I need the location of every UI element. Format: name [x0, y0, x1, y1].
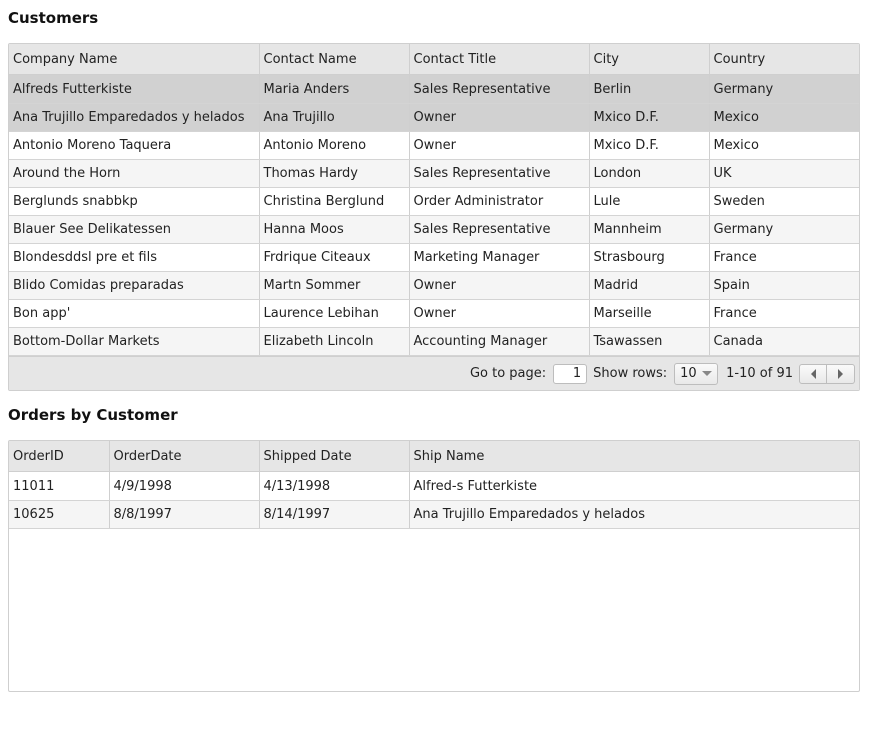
customers-cell: Owner — [409, 272, 589, 300]
previous-page-button[interactable] — [799, 364, 827, 384]
customers-row[interactable] — [9, 188, 859, 216]
customers-row[interactable] — [9, 160, 859, 188]
orders-cell: 10625 — [9, 501, 109, 529]
customers-row[interactable] — [9, 75, 859, 104]
customers-table — [9, 44, 859, 356]
customers-cell: Mannheim — [589, 216, 709, 244]
customers-cell: Order Administrator — [409, 188, 589, 216]
customers-row[interactable] — [9, 132, 859, 160]
column-header-contact-title[interactable]: Contact Title — [409, 44, 589, 75]
customers-cell: Elizabeth Lincoln — [259, 328, 409, 356]
customers-row[interactable] — [9, 272, 859, 300]
customers-cell: Ana Trujillo Emparedados y helados — [9, 104, 259, 132]
customers-pager — [9, 356, 859, 390]
customers-cell: France — [709, 244, 859, 272]
customers-title: Customers — [8, 9, 99, 27]
customers-cell: Canada — [709, 328, 859, 356]
customers-cell: Owner — [409, 300, 589, 328]
customers-cell: Germany — [709, 75, 859, 104]
customers-cell: Around the Horn — [9, 160, 259, 188]
orders-cell: 8/14/1997 — [259, 501, 409, 529]
orders-header-row — [9, 441, 859, 472]
customers-cell: Marketing Manager — [409, 244, 589, 272]
customers-cell: Blondesddsl pre et fils — [9, 244, 259, 272]
go-to-page-label: Go to page: — [469, 366, 547, 381]
rows-per-page-select[interactable] — [674, 363, 718, 385]
customers-cell: Owner — [409, 104, 589, 132]
customers-cell: Hanna Moos — [259, 216, 409, 244]
next-page-button[interactable] — [827, 364, 855, 384]
customers-cell: Sweden — [709, 188, 859, 216]
customers-row[interactable] — [9, 244, 859, 272]
customers-cell: Strasbourg — [589, 244, 709, 272]
customers-cell: Blido Comidas preparadas — [9, 272, 259, 300]
column-header-shipped-date[interactable]: Shipped Date — [259, 441, 409, 472]
customers-cell: Maria Anders — [259, 75, 409, 104]
customers-cell: Christina Berglund — [259, 188, 409, 216]
customers-cell: Alfreds Futterkiste — [9, 75, 259, 104]
customers-cell: Thomas Hardy — [259, 160, 409, 188]
customers-cell: London — [589, 160, 709, 188]
orders-grid — [8, 440, 860, 692]
customers-cell: Spain — [709, 272, 859, 300]
page-number-input[interactable] — [553, 364, 587, 384]
customers-cell: Mexico — [709, 104, 859, 132]
orders-cell: 8/8/1997 — [109, 501, 259, 529]
orders-row[interactable] — [9, 472, 859, 501]
customers-row[interactable] — [9, 216, 859, 244]
customers-cell: Mxico D.F. — [589, 104, 709, 132]
customers-cell: Owner — [409, 132, 589, 160]
customers-cell: Mxico D.F. — [589, 132, 709, 160]
column-header-company-name[interactable]: Company Name — [9, 44, 259, 75]
customers-cell: Frdrique Citeaux — [259, 244, 409, 272]
customers-cell: Madrid — [589, 272, 709, 300]
customers-cell: Ana Trujillo — [259, 104, 409, 132]
column-header-order-date[interactable]: OrderDate — [109, 441, 259, 472]
customers-cell: Germany — [709, 216, 859, 244]
customers-cell: Bottom-Dollar Markets — [9, 328, 259, 356]
customers-cell: Sales Representative — [409, 75, 589, 104]
customers-cell: Marseille — [589, 300, 709, 328]
customers-grid — [8, 43, 860, 391]
customers-cell: Berlin — [589, 75, 709, 104]
arrow-right-icon — [838, 369, 843, 379]
customers-row[interactable] — [9, 104, 859, 132]
customers-cell: Bon app' — [9, 300, 259, 328]
customers-row[interactable] — [9, 328, 859, 356]
customers-cell: Tsawassen — [589, 328, 709, 356]
page-range-text: 1-10 of 91 — [726, 366, 793, 381]
orders-row[interactable] — [9, 501, 859, 529]
rows-per-page-value: 10 — [680, 366, 697, 381]
arrow-left-icon — [811, 369, 816, 379]
column-header-contact-name[interactable]: Contact Name — [259, 44, 409, 75]
column-header-city[interactable]: City — [589, 44, 709, 75]
customers-cell: Accounting Manager — [409, 328, 589, 356]
customers-cell: Sales Representative — [409, 160, 589, 188]
orders-cell: 4/13/1998 — [259, 472, 409, 501]
customers-cell: Berglunds snabbkp — [9, 188, 259, 216]
orders-cell: Alfred-s Futterkiste — [409, 472, 859, 501]
chevron-down-icon — [702, 371, 712, 376]
column-header-order-id[interactable]: OrderID — [9, 441, 109, 472]
customers-cell: UK — [709, 160, 859, 188]
customers-cell: Laurence Lebihan — [259, 300, 409, 328]
orders-table — [9, 441, 859, 529]
customers-row[interactable] — [9, 300, 859, 328]
customers-cell: Antonio Moreno Taquera — [9, 132, 259, 160]
column-header-ship-name[interactable]: Ship Name — [409, 441, 859, 472]
customers-cell: France — [709, 300, 859, 328]
customers-cell: Martn Sommer — [259, 272, 409, 300]
customers-cell: Antonio Moreno — [259, 132, 409, 160]
customers-cell: Mexico — [709, 132, 859, 160]
orders-cell: 4/9/1998 — [109, 472, 259, 501]
orders-cell: 11011 — [9, 472, 109, 501]
customers-cell: Lule — [589, 188, 709, 216]
customers-cell: Sales Representative — [409, 216, 589, 244]
customers-header-row — [9, 44, 859, 75]
orders-title: Orders by Customer — [8, 406, 178, 424]
customers-cell: Blauer See Delikatessen — [9, 216, 259, 244]
show-rows-label: Show rows: — [593, 366, 668, 381]
column-header-country[interactable]: Country — [709, 44, 859, 75]
orders-cell: Ana Trujillo Emparedados y helados — [409, 501, 859, 529]
